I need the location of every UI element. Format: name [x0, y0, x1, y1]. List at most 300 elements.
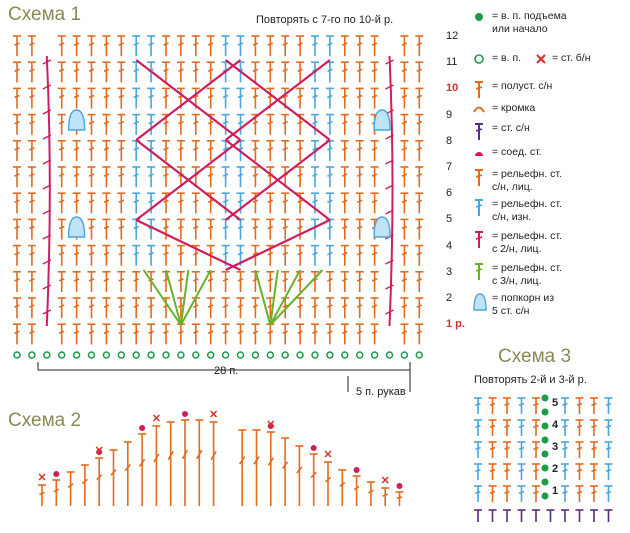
dc-stitch	[162, 88, 170, 108]
dc-stitch	[13, 324, 21, 344]
row-number: 9	[446, 108, 453, 121]
dc-stitch	[28, 324, 36, 344]
dc-stitch	[177, 324, 185, 344]
dc-stitch	[503, 464, 511, 480]
dc-stitch	[341, 298, 349, 318]
dc-stitch	[237, 298, 245, 318]
dc-stitch	[147, 298, 155, 318]
foundation-chain	[297, 352, 303, 358]
foundation-chain	[357, 352, 363, 358]
legend-text: = в. п. подъема или начало	[492, 10, 567, 35]
dc-stitch	[605, 420, 613, 436]
dc-stitch	[400, 88, 408, 108]
dc-stitch	[341, 88, 349, 108]
foundation-chain	[416, 352, 422, 358]
dc-stitch	[415, 272, 423, 292]
dc-stitch	[251, 324, 259, 344]
dc-stitch	[281, 219, 289, 239]
dc-stitch	[400, 167, 408, 187]
dc-stitch	[356, 167, 364, 187]
scheme3-row-number: 4	[552, 419, 559, 431]
dc-stitch	[415, 193, 423, 213]
dc-stitch	[489, 442, 497, 458]
legend-text: = ст. с/н	[492, 122, 530, 134]
dc-stitch	[102, 193, 110, 213]
dc-stitch	[38, 485, 46, 506]
dc-stitch	[132, 324, 140, 344]
dc-stitch	[356, 141, 364, 161]
dc-stitch	[266, 193, 274, 213]
scheme3-title: Схема 3	[498, 346, 572, 367]
dc-stitch	[192, 62, 200, 82]
dc-stitch	[88, 324, 96, 344]
dc-stitch	[396, 492, 404, 506]
edge-icon	[472, 102, 490, 120]
foundation-chain	[193, 352, 199, 358]
dc-stitch	[518, 420, 526, 436]
dc-stitch	[88, 115, 96, 135]
dc-stitch	[251, 36, 259, 56]
dc-stitch	[415, 88, 423, 108]
dc-stitch	[400, 141, 408, 161]
dc-stitch	[474, 398, 482, 414]
dc-stitch	[102, 246, 110, 266]
dc-stitch	[371, 272, 379, 292]
dc-stitch	[341, 141, 349, 161]
dc-stitch	[311, 88, 319, 108]
dc-stitch	[590, 464, 598, 480]
foundation-chain	[118, 352, 124, 358]
dc-stitch	[326, 298, 334, 318]
foundation-chain	[103, 352, 109, 358]
dc-stitch	[532, 464, 540, 480]
dc-stitch	[251, 298, 259, 318]
dc-stitch	[503, 486, 511, 502]
dc-stitch	[503, 442, 511, 458]
foundation-chain	[148, 352, 154, 358]
dc-stitch	[192, 115, 200, 135]
dc-stitch	[356, 193, 364, 213]
dc-stitch	[518, 464, 526, 480]
row-number: 5	[446, 213, 453, 226]
dc-stitch	[605, 464, 613, 480]
dc-stitch	[371, 36, 379, 56]
dc-stitch	[341, 36, 349, 56]
dc-stitch	[311, 167, 319, 187]
dc-stitch	[207, 88, 215, 108]
dc-stitch	[117, 272, 125, 292]
dc-stitch	[177, 115, 185, 135]
dc-stitch	[73, 193, 81, 213]
dc-stitch	[311, 324, 319, 344]
dc-stitch	[147, 36, 155, 56]
row-number: 3	[446, 265, 453, 278]
dc-stitch	[207, 141, 215, 161]
dc-stitch	[177, 193, 185, 213]
dc-stitch	[296, 298, 304, 318]
dc-stitch	[503, 420, 511, 436]
dc-stitch	[117, 298, 125, 318]
dc-stitch	[532, 420, 540, 436]
dc-stitch	[195, 420, 203, 506]
dc-stitch	[356, 246, 364, 266]
dc-stitch	[356, 115, 364, 135]
dc-stitch	[415, 246, 423, 266]
slip-icon	[472, 146, 490, 164]
popcorn-stitch	[69, 217, 85, 237]
row-number: 7	[446, 161, 453, 173]
start-dot	[542, 451, 549, 458]
dc-stitch	[371, 88, 379, 108]
dc-stitch	[576, 398, 584, 414]
dc-stitch	[110, 450, 118, 506]
dc-stitch	[296, 88, 304, 108]
dc-stitch	[67, 472, 75, 506]
dc-stitch	[266, 115, 274, 135]
dc-stitch	[102, 324, 110, 344]
row-number: 12	[446, 30, 459, 42]
foundation-chain	[74, 352, 80, 358]
dc-stitch	[356, 324, 364, 344]
dc-stitch	[102, 167, 110, 187]
dc-stitch	[117, 219, 125, 239]
dc-stitch	[326, 246, 334, 266]
dc-stitch	[13, 88, 21, 108]
dc-stitch	[489, 486, 497, 502]
dc-stitch	[400, 193, 408, 213]
dc-stitch	[371, 298, 379, 318]
dc-stitch	[281, 246, 289, 266]
scheme3-row-number: 1	[552, 485, 559, 497]
dc-stitch	[400, 62, 408, 82]
dc-stitch	[356, 88, 364, 108]
dc-stitch	[177, 141, 185, 161]
dc-stitch	[341, 193, 349, 213]
dc-stitch	[117, 115, 125, 135]
dc-stitch	[177, 36, 185, 56]
dc-stitch	[58, 298, 66, 318]
dc-stitch	[576, 442, 584, 458]
dc-stitch	[371, 141, 379, 161]
dc-stitch	[576, 420, 584, 436]
dc-stitch	[58, 193, 66, 213]
foundation-chain	[29, 352, 35, 358]
dc-stitch	[13, 246, 21, 266]
dc-stitch	[117, 141, 125, 161]
dc-stitch	[132, 272, 140, 292]
dc-stitch	[222, 36, 230, 56]
dc-stitch	[281, 141, 289, 161]
cable-mark	[43, 85, 51, 89]
dc-stitch	[266, 141, 274, 161]
dc-stitch	[88, 219, 96, 239]
dc-stitch	[58, 141, 66, 161]
slip-stitch	[354, 467, 360, 473]
dc-stitch	[132, 167, 140, 187]
dc-stitch	[253, 430, 261, 506]
dc-stitch	[415, 167, 423, 187]
legend-text: = рельефн. ст. с/н, лиц.	[492, 168, 562, 193]
row-number: 1 р.	[446, 318, 465, 331]
dc-stitch	[326, 36, 334, 56]
dc-stitch	[13, 36, 21, 56]
foundation-chain	[44, 352, 50, 358]
foundation-chain	[14, 352, 20, 358]
foundation-chain	[252, 352, 258, 358]
slip-stitch	[139, 425, 145, 431]
dc-stitch	[381, 488, 389, 506]
dc-stitch	[415, 219, 423, 239]
dc-stitch	[518, 398, 526, 414]
dc-stitch	[162, 141, 170, 161]
dc-stitch	[58, 246, 66, 266]
slip-stitch	[53, 471, 59, 477]
dc-stitch	[326, 141, 334, 161]
dc-stitch	[81, 465, 89, 506]
dc-stitch	[28, 193, 36, 213]
dc-stitch	[561, 442, 569, 458]
dc-stitch	[518, 486, 526, 502]
dc-stitch	[474, 442, 482, 458]
dc-stitch	[132, 36, 140, 56]
dc-stitch	[296, 324, 304, 344]
foundation-chain	[163, 352, 169, 358]
dc-stitch	[281, 324, 289, 344]
dc-stitch	[605, 486, 613, 502]
dc-stitch	[590, 420, 598, 436]
dc-stitch	[415, 115, 423, 135]
dc-stitch	[503, 398, 511, 414]
dc-stitch	[267, 432, 275, 506]
legend-text: = рельефн. ст. с 2/н, лиц.	[492, 230, 562, 255]
slip-stitch	[311, 445, 317, 451]
dc-stitch	[207, 219, 215, 239]
dc-stitch	[371, 167, 379, 187]
legend-text: = ст. б/н	[552, 52, 591, 64]
dc-stitch	[237, 272, 245, 292]
fpdc-icon	[472, 168, 490, 186]
dc-stitch	[371, 246, 379, 266]
dc-stitch	[28, 115, 36, 135]
dc-stitch	[415, 62, 423, 82]
foundation-chain	[401, 352, 407, 358]
foundation-chain	[133, 352, 139, 358]
dc-stitch	[117, 88, 125, 108]
dc-stitch	[13, 167, 21, 187]
dc-stitch	[88, 62, 96, 82]
foundation-chain	[267, 352, 273, 358]
row-number: 4	[446, 239, 453, 252]
dc-stitch	[28, 36, 36, 56]
dc-stitch	[88, 272, 96, 292]
dc-stitch	[88, 88, 96, 108]
dc-stitch	[52, 480, 60, 506]
dc-stitch	[326, 193, 334, 213]
dc-stitch	[13, 62, 21, 82]
legend-text: = соед. ст.	[492, 146, 542, 158]
dc-stitch	[489, 420, 497, 436]
dc-stitch	[341, 167, 349, 187]
dc-stitch	[73, 246, 81, 266]
dc-stitch	[237, 219, 245, 239]
start-dot	[542, 465, 549, 472]
popcorn-stitch	[374, 217, 390, 237]
dc-stitch	[532, 486, 540, 502]
dc-stitch	[474, 464, 482, 480]
dc-stitch	[310, 454, 318, 506]
cable-mark	[386, 285, 394, 289]
scheme1-repeat-note: Повторять с 7-го по 10-й р.	[256, 14, 394, 26]
dc-stitch	[474, 420, 482, 436]
dc-stitch	[132, 62, 140, 82]
dc-stitch	[561, 486, 569, 502]
dc-stitch	[518, 442, 526, 458]
dc-stitch	[177, 246, 185, 266]
foundation-chain	[312, 352, 318, 358]
dc-stitch	[237, 36, 245, 56]
dc-stitch	[311, 246, 319, 266]
start-dot	[542, 437, 549, 444]
dc-stitch	[117, 36, 125, 56]
dc-stitch	[162, 324, 170, 344]
dc-stitch	[117, 62, 125, 82]
dc-stitch	[88, 246, 96, 266]
dc-stitch	[28, 246, 36, 266]
dc-stitch	[132, 298, 140, 318]
dc-stitch	[237, 324, 245, 344]
dc-stitch	[353, 476, 361, 506]
start-dot	[542, 409, 549, 416]
legend-text: = попкорн из 5 ст. с/н	[492, 292, 555, 317]
dc-stitch	[28, 141, 36, 161]
dc-stitch	[102, 115, 110, 135]
dc-stitch	[341, 246, 349, 266]
dc-stitch	[88, 193, 96, 213]
foundation-chain	[59, 352, 65, 358]
dc-stitch	[13, 298, 21, 318]
dc-stitch	[266, 36, 274, 56]
dc-stitch	[124, 442, 132, 506]
dc-stitch	[415, 36, 423, 56]
popcorn-stitch	[374, 110, 390, 130]
dc-stitch	[147, 324, 155, 344]
dc-stitch	[281, 36, 289, 56]
dc-stitch	[95, 458, 103, 506]
dc-stitch	[474, 486, 482, 502]
foundation-chain	[178, 352, 184, 358]
dc-stitch	[532, 398, 540, 414]
dc-stitch	[295, 446, 303, 506]
legend-text: = кромка	[492, 102, 536, 114]
dc-stitch	[102, 36, 110, 56]
dc-stitch	[341, 272, 349, 292]
dc-stitch	[162, 246, 170, 266]
legend-text: = полуст. с/н	[492, 80, 553, 92]
dc-stitch	[400, 324, 408, 344]
foundation-chain	[342, 352, 348, 358]
dc-stitch	[28, 88, 36, 108]
dc-stitch	[13, 272, 21, 292]
row-number: 2	[446, 292, 453, 304]
dc-stitch	[576, 486, 584, 502]
dc-stitch	[102, 219, 110, 239]
scheme3-row-number: 2	[552, 463, 559, 475]
dc-stitch	[138, 434, 146, 506]
dc-stitch	[73, 298, 81, 318]
fpdtr-icon	[472, 262, 490, 280]
dc-stitch	[132, 246, 140, 266]
dc-stitch	[561, 420, 569, 436]
dc-stitch	[13, 141, 21, 161]
dc-stitch	[281, 193, 289, 213]
scheme1-sleeve-label: 5 п. рукав	[356, 386, 406, 398]
dc-stitch	[400, 36, 408, 56]
dc-stitch	[102, 141, 110, 161]
dc-stitch	[400, 272, 408, 292]
dot-green-icon	[472, 10, 490, 28]
foundation-chain	[327, 352, 333, 358]
dc-stitch	[58, 219, 66, 239]
dc-stitch	[58, 62, 66, 82]
dc-stitch	[415, 324, 423, 344]
dc-stitch	[296, 246, 304, 266]
legend-text: = рельефн. ст. с/н, изн.	[492, 198, 562, 223]
dc-stitch	[58, 324, 66, 344]
dc-stitch	[590, 442, 598, 458]
dc-stitch	[132, 88, 140, 108]
fptr-icon	[472, 230, 490, 248]
dc-stitch	[152, 426, 160, 506]
dc-stitch	[400, 219, 408, 239]
popcorn-stitch	[69, 110, 85, 130]
start-dot	[542, 395, 549, 402]
dc-stitch	[73, 272, 81, 292]
dc-stitch	[192, 272, 200, 292]
dc-stitch	[415, 141, 423, 161]
dc-stitch	[296, 141, 304, 161]
dc-stitch	[88, 167, 96, 187]
foundation-chain	[89, 352, 95, 358]
half-dc-icon	[472, 80, 490, 98]
dc-stitch	[117, 193, 125, 213]
dc-stitch	[266, 219, 274, 239]
cable-mark	[386, 85, 394, 89]
dc-stitch	[147, 167, 155, 187]
scheme1-width-label: 28 п.	[214, 365, 239, 377]
foundation-chain	[282, 352, 288, 358]
dc-stitch	[28, 298, 36, 318]
dc-stitch	[341, 324, 349, 344]
dc-stitch	[58, 88, 66, 108]
dc-stitch	[102, 88, 110, 108]
scheme2-title: Схема 2	[8, 410, 82, 431]
foundation-chain	[387, 352, 393, 358]
dc-stitch	[58, 36, 66, 56]
dc-stitch	[237, 167, 245, 187]
dc-stitch	[341, 115, 349, 135]
cross-red-icon	[534, 52, 552, 70]
dc-stitch	[222, 272, 230, 292]
scheme3-row-number: 3	[552, 441, 559, 453]
dc-stitch	[338, 470, 346, 506]
dc-stitch	[251, 141, 259, 161]
dc-stitch	[192, 324, 200, 344]
dc-stitch	[251, 219, 259, 239]
dc-stitch	[311, 36, 319, 56]
row-number: 11	[446, 56, 458, 69]
dc-stitch	[281, 115, 289, 135]
dc-stitch	[590, 398, 598, 414]
